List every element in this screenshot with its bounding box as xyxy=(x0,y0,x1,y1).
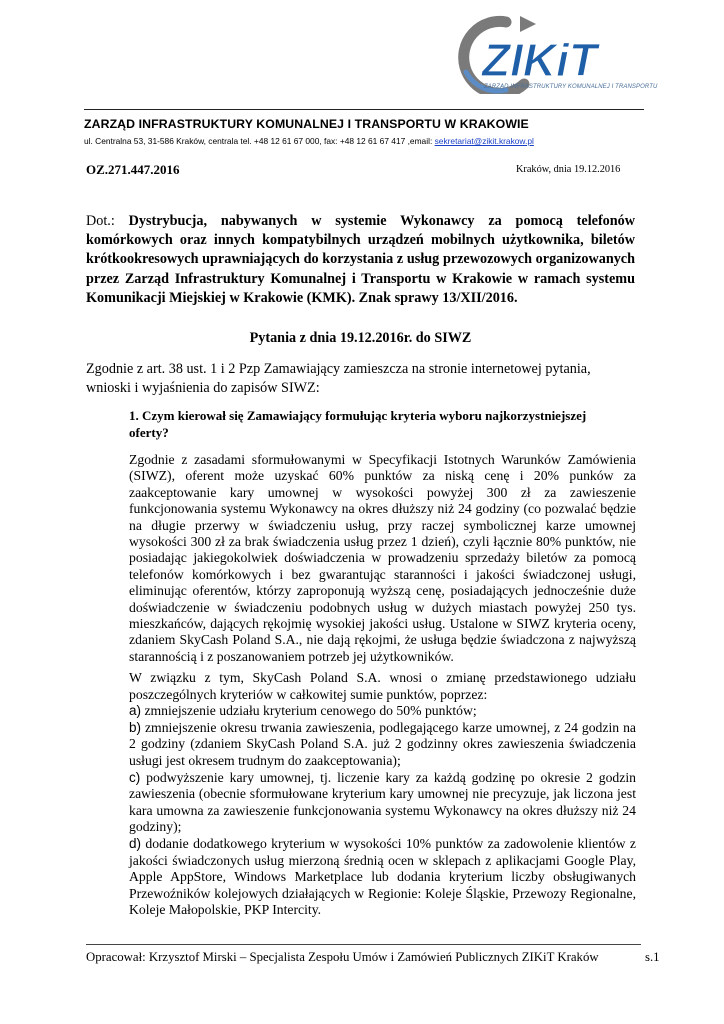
subject-paragraph xyxy=(86,212,635,308)
zikit-logo-graphic xyxy=(446,14,646,94)
item-text: dodanie dodatkowego kryterium w wysokości 10% punktów za zadowolenie klientów z jakości świadczonych usług mierzoną średnią ocen w sklepach z aplikacjami Google Play, Apple AppStore, Windows Marketplace lub dodania kryterium liczby obsługiwanych Przewoźników kolejowych działających w Regionie: Koleje Śląskie, Przewozy Regionalne, Koleje Małopolskie, PKP Intercity. xyxy=(129,835,636,918)
zikit-logo xyxy=(446,14,658,102)
header-divider xyxy=(84,109,644,110)
question-1: 1. Czym kierował się Zamawiający formułując kryteria wyboru najkorzystniejszej oferty? xyxy=(129,408,587,440)
page-number: s.1 xyxy=(645,950,660,964)
email-link[interactable]: sekretariat@zikit.krakow.pl xyxy=(434,136,534,146)
item-letter: a) xyxy=(129,703,142,719)
intro-paragraph: Zgodnie z art. 38 ust. 1 i 2 Pzp Zamawiający zamieszcza na stronie internetowej pytania, wnioski i wyjaśnienia do zapisów SIWZ: xyxy=(86,361,591,396)
subject-prefix: Dot.: xyxy=(86,213,129,229)
proposal-intro: W związku z tym, SkyCash Poland S.A. wnosi o zmianę przedstawionego udziału poszczególnych kryteriów w całkowitej sumie punktów, poprzez: xyxy=(129,670,636,702)
logo-tagline: ZARZĄD INFRASTRUKTURY KOMUNALNEJ I TRANSPORTU xyxy=(484,84,658,90)
proposal-paragraph xyxy=(129,670,636,919)
reference-number: OZ.271.447.2016 xyxy=(86,162,180,177)
address-text: ul. Centralna 53, 31-586 Kraków, centrala tel. +48 12 61 67 000, fax: +48 12 61 67 417 ,email: xyxy=(84,136,435,146)
questions-title: Pytania z dnia 19.12.2016r. do SIWZ xyxy=(249,330,472,346)
footer-text: Opracował: Krzysztof Mirski – Specjalista Zespołu Umów i Zamówień Publicznych ZIKiT Kraków xyxy=(86,950,599,964)
organization-name: ZARZĄD INFRASTRUKTURY KOMUNALNEJ I TRANSPORTU W KRAKOWIE xyxy=(84,117,529,131)
subject-text: Dystrybucja, nabywanych w systemie Wykonawcy za pomocą telefonów komórkowych oraz innych kompatybilnych urządzeń mobilnych użytkownika, biletów krótkookresowych uprawniających do korzystania z usług przewozowych organizowanych przez Zarząd Infrastruktury Komunalnej i Transportu w Krakowie w ramach systemu Komunikacji Miejskiej w Krakowie (KMK). Znak sprawy 13/XII/2016. xyxy=(86,213,635,306)
item-letter: c) xyxy=(129,769,141,785)
logo-text: ZIKiT xyxy=(482,34,597,86)
document-date: Kraków, dnia 19.12.2016 xyxy=(516,164,621,175)
item-letter: b) xyxy=(129,719,142,735)
item-text: zmniejszenie udziału kryterium cenowego do 50% punktów; xyxy=(141,703,477,719)
answer-1: Zgodnie z zasadami sformułowanymi w Specyfikacji Istotnych Warunków Zamówienia (SIWZ), oferent może uzyskać 60% punktów za niską cenę i 20% punków za zaakceptowanie kary umownej w wysokości powyżej 300 zł za zawieszenie funkcjonowania systemu Wykonawcy na okres dłuższy niż 24 godziny (co pozwalać będzie na długie przerwy w świadczeniu usług, przy raczej symbolicznej karze umownej wysokości 300 zł za brak świadczenia usług przez 1 dzień), czyli łącznie 80% punktów, nie posiadając jakiegokolwiek doświadczenia w prowadzeniu sprzedaży biletów za pomocą telefonów komórkowych i bez gwarantując staranności i jakości świadczonej usługi, eliminując oferentów, którzy zaproponują wyższą cenę, posiadających jednocześnie duże doświadczenie w świadczeniu podobnych usług w dużych miastach powyżej 250 tys. mieszkańców, dających rękojmię wysokiej jakości usług. Ustalone w SIWZ kryteria oceny, zdaniem SkyCash Poland S.A., nie dają rękojmi, że usługa będzie świadczona z najwyższą starannością i z poszanowaniem potrzeb jej użytkowników. xyxy=(129,452,636,664)
organization-address xyxy=(84,136,534,146)
item-text: zmniejszenie okresu trwania zawieszenia, podlegającego karze umownej, z 24 godzin na 2 godziny (zdaniem SkyCash Poland S.A. już 2 godzinny okres zawieszenia świadczenia usługi jest okresem trudnym do zaakceptowania); xyxy=(129,719,636,768)
item-text: podwyższenie kary umownej, tj. liczenie kary za każdą godzinę po okresie 2 godzin zawieszenia (obecnie sformułowane kryterium kary umownej nie precyzuje, jak liczona jest kara umowna za zawieszenie funkcjonowania systemu Wykonawcy na okres dłuższy niż 24 godziny); xyxy=(129,769,636,835)
footer-divider xyxy=(86,944,641,945)
item-letter: d) xyxy=(129,835,142,851)
